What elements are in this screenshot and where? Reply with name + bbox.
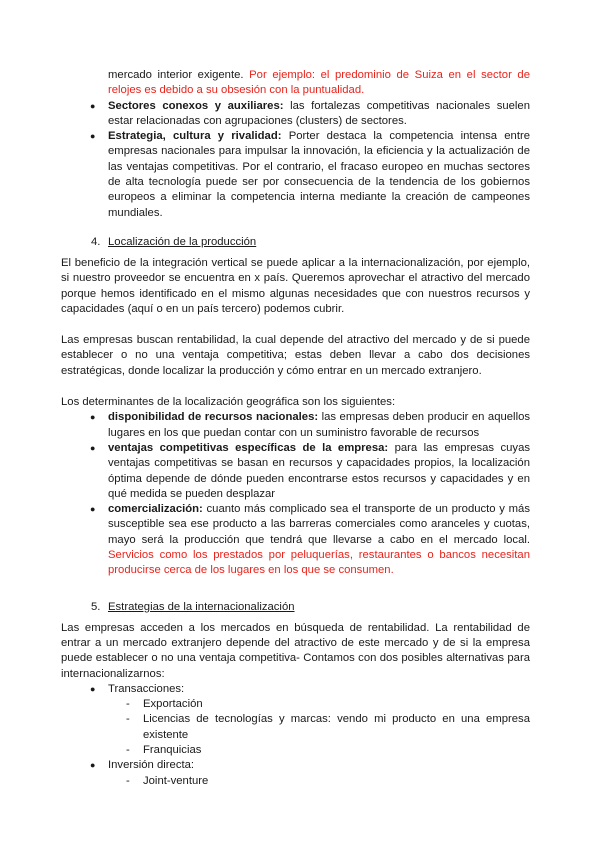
list-item xyxy=(90,758,530,789)
sub-list-item: - Exportación xyxy=(126,697,530,712)
paragraph: Las empresas buscan rentabilidad, la cual depende del atractivo del mercado y de si puede establecer o no una ventaja competitiva; estas deben llevar a cabo dos decisiones estratégicas, donde localizar la producción y cómo entrar en un mercado extranjero. xyxy=(61,334,530,377)
bullet-heading: disponibilidad de recursos nacionales: xyxy=(108,411,319,424)
section-title: Estrategias de la internacionalización xyxy=(108,600,295,613)
list-item xyxy=(90,502,530,578)
example-red-text: Por ejemplo: el predominio de Suiza en el sector de relojes es debido a su obsesión con la puntualidad. xyxy=(108,69,530,97)
section-number: 4. xyxy=(91,235,101,248)
list-item xyxy=(90,129,530,221)
bullet-text: las fortalezas competitivas nacionales suelen estar relacionadas con agrupaciones (clusters) de sectores. xyxy=(108,99,530,127)
section-body xyxy=(61,621,530,682)
document-page xyxy=(61,68,531,789)
sub-list xyxy=(108,697,530,758)
list-item xyxy=(90,682,530,758)
section-title: Localización de la producción xyxy=(108,235,257,248)
location-bullet-list xyxy=(90,410,530,578)
bullet-heading: Estrategia, cultura y rivalidad: xyxy=(108,130,282,143)
group-label: Transacciones: xyxy=(108,682,185,695)
bullet-heading: comercialización: xyxy=(108,503,203,516)
bullet-text: cuanto más complicado sea el transporte de un producto y más susceptible sea ese producto a las barreras comerciales como aranceles y cuotas, mayo será la producción que tendrá que llevarse a cabo en el mercado local. xyxy=(108,503,530,546)
sub-list-item: - Franquicias xyxy=(126,743,530,758)
section-number: 5. xyxy=(91,600,101,613)
continued-text: mercado interior exigente. xyxy=(108,69,244,81)
example-red-text: Servicios como los prestados por peluquerías, restaurantes o bancos necesitan producirse cerca de los lugares en los que se consumen. xyxy=(108,549,530,577)
sub-list-item: - Licencias de tecnologías y marcas: vendo mi producto en una empresa existente xyxy=(126,712,530,743)
continued-paragraph xyxy=(90,68,530,99)
list-item xyxy=(90,441,530,502)
bullet-text: las empresas deben producir en aquellos lugares en los que puedan contar con un suministro favorable de recursos xyxy=(108,411,531,439)
group-label: Inversión directa: xyxy=(108,759,195,772)
bullet-text: Porter destaca la competencia intensa entre empresas nacionales para impulsar la innovación, la eficiencia y la actualización de las ventajas competitivas. Por el contrario, el fracaso europeo en muchas sectores de alta tecnología puede ser por consecuencia de la tendencia de los gobiernos europeos a eliminar la competencia interna mediante la creación de campeones mundiales. xyxy=(108,130,531,219)
list-item xyxy=(90,99,530,130)
section-heading xyxy=(90,236,530,248)
list-item xyxy=(90,410,530,441)
strategy-bullet-list xyxy=(90,682,530,789)
sub-list-item: - Joint-venture xyxy=(126,774,530,789)
paragraph: El beneficio de la integración vertical se puede aplicar a la internacionalización, por ejemplo, si nuestro proveedor se encuentra en x país. Queremos aprovechar el atractivo del mercado porque hemos identificado en el mismo algunas necesidades que con nuestros recursos y capacidades (aquí o en un país tercero) podemos cubrir. xyxy=(61,256,530,315)
section-body xyxy=(61,256,530,410)
paragraph: Las empresas acceden a los mercados en búsqueda de rentabilidad. La rentabilidad de entrar a un mercado extranjero depende del atractivo de este mercado y de si la empresa puede establecer o no una ventaja competitiva- Contamos con dos posibles alternativas para internacionalizarnos: xyxy=(61,621,530,680)
bullet-text: para las empresas cuyas ventajas competitivas se basan en recursos y capacidades propios, la localización óptima depende de dónde pueden encontrarse estos recursos y capacidades y en qué medida se pueden desplazar xyxy=(108,441,531,500)
section-heading xyxy=(90,601,530,613)
bullet-heading: ventajas competitivas específicas de la empresa: xyxy=(108,441,389,454)
paragraph: Los determinantes de la localización geográfica son los siguientes: xyxy=(61,396,396,409)
bullet-heading: Sectores conexos y auxiliares: xyxy=(108,99,284,112)
sub-list xyxy=(108,774,530,789)
porter-bullet-list xyxy=(90,99,530,221)
